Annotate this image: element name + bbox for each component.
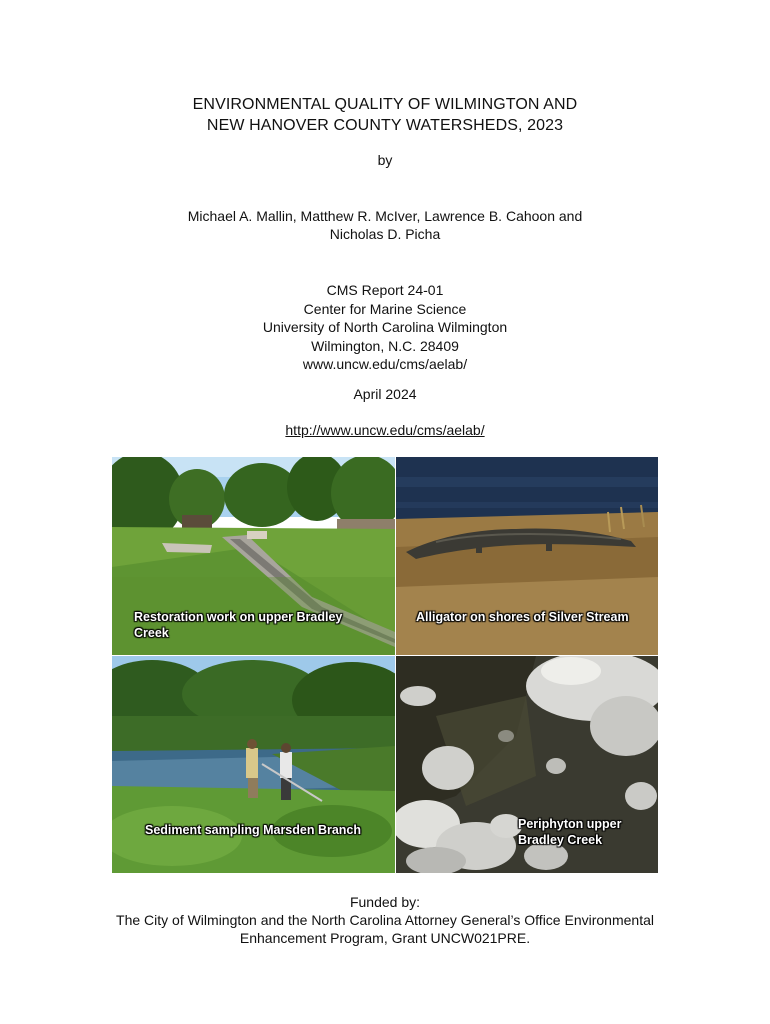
report-number: CMS Report 24-01 [326, 282, 444, 298]
photo-4-caption-line-2: Bradley Creek [518, 833, 603, 847]
url-link-row [0, 421, 770, 439]
author-list [0, 207, 770, 243]
report-title [0, 94, 770, 136]
funding-details-line-2: Enhancement Program, Grant UNCW021PRE. [239, 930, 531, 946]
photo-3-caption [145, 822, 361, 838]
center-name: Center for Marine Science [303, 300, 467, 317]
photo-2-caption-line-1: Alligator on shores of Silver Stream [416, 610, 629, 624]
funding-details-line-1: The City of Wilmington and the North Carolina Attorney General’s Office Environmental [116, 912, 654, 928]
photo-1-caption-line-2: Creek [134, 626, 169, 640]
website-text: www.uncw.edu/cms/aelab/ [302, 356, 468, 372]
university-name: University of North Carolina Wilmington [262, 319, 508, 335]
photo-sediment-sampling-marsden-branch [112, 656, 395, 873]
report-info-block [0, 281, 770, 374]
photo-alligator-silver-stream [396, 457, 658, 655]
photo-1-caption-line-1: Restoration work on upper Bradley [134, 610, 343, 624]
author-list-line-1: Michael A. Mallin, Matthew R. McIver, Lawrence B. Cahoon and [187, 208, 583, 224]
photo-alligator-image [396, 457, 658, 655]
photo-collage [112, 457, 658, 873]
author-list-line-2: Nicholas D. Picha [329, 226, 441, 242]
photo-periphyton-bradley-creek [396, 656, 658, 873]
photo-2-caption [416, 609, 629, 625]
aelab-url-link[interactable]: http://www.uncw.edu/cms/aelab/ [285, 422, 485, 438]
photo-4-caption [518, 816, 621, 848]
report-title-line-1: ENVIRONMENTAL QUALITY OF WILMINGTON AND [192, 96, 578, 113]
photo-restoration-bradley-creek [112, 457, 395, 655]
funded-by-heading: Funded by: [349, 894, 421, 910]
funding-details [0, 911, 770, 947]
by-label: by [377, 152, 393, 168]
city-address: Wilmington, N.C. 28409 [311, 337, 459, 354]
photo-1-caption [134, 609, 342, 641]
photo-4-caption-line-1: Periphyton upper [518, 817, 622, 831]
photo-3-caption-line-1: Sediment sampling Marsden Branch [145, 823, 362, 837]
photo-sediment-image [112, 656, 395, 873]
publication-date: April 2024 [353, 386, 417, 402]
report-title-line-2: NEW HANOVER COUNTY WATERSHEDS, 2023 [206, 117, 564, 134]
